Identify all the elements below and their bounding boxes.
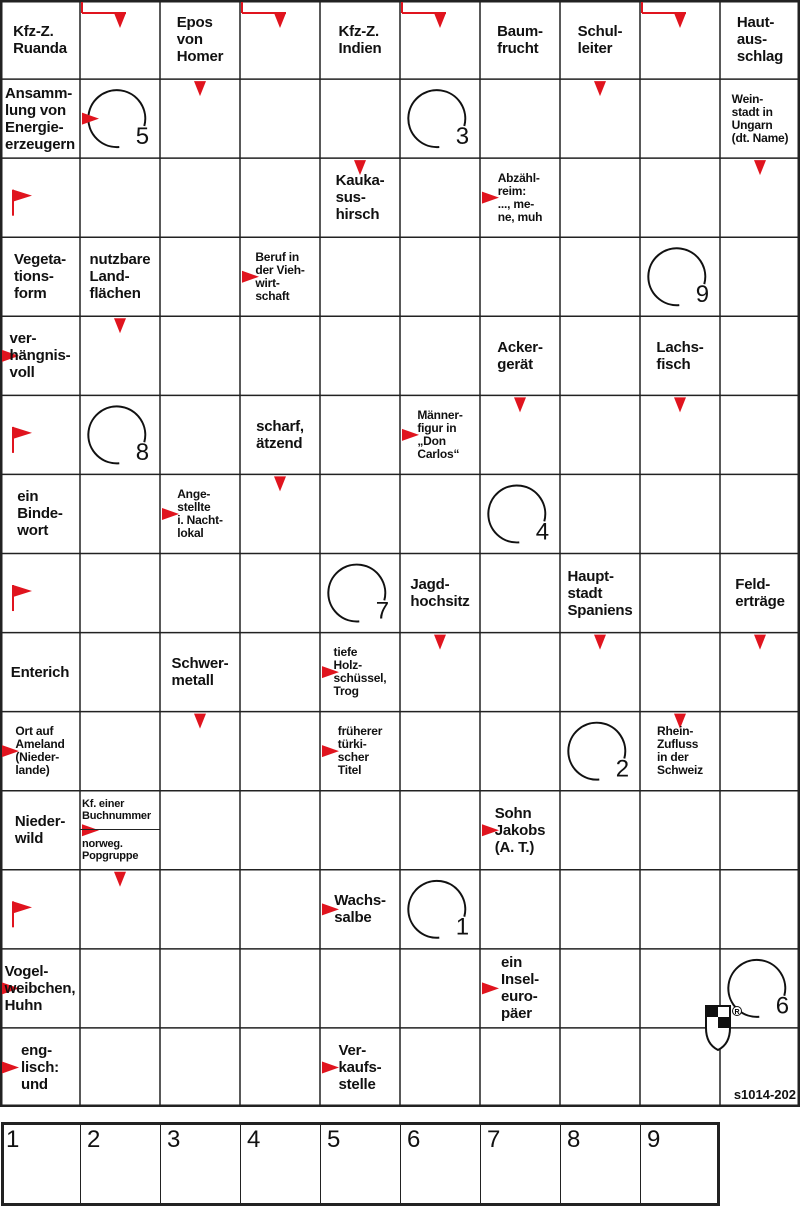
arrow-icon — [114, 13, 126, 28]
solution-number: 5 — [135, 122, 150, 150]
clue-text: scharf, ätzend — [256, 417, 304, 452]
arrow-icon — [82, 113, 99, 125]
arrow-icon — [754, 635, 766, 650]
split-clue-bottom — [80, 830, 160, 870]
clue-text: Feld- erträge — [735, 576, 785, 611]
clue-cell — [80, 237, 160, 316]
clue-cell — [720, 0, 800, 79]
clue-text: Haut- aus- schlag — [736, 14, 784, 66]
arrow-icon — [13, 427, 32, 439]
arrow-icon — [194, 81, 206, 96]
clue-cell — [480, 949, 560, 1028]
clue-cell — [0, 791, 80, 870]
solution-number: 9 — [695, 281, 710, 309]
clue-text: Vogel- weibchen, Huhn — [4, 962, 76, 1014]
clue-cell — [160, 474, 240, 553]
clue-cell — [0, 712, 80, 791]
clue-cell — [480, 316, 560, 395]
solution-circle — [88, 406, 149, 466]
clue-cell — [400, 395, 480, 474]
clue-text: Acker- gerät — [497, 338, 543, 373]
arrow-icon — [594, 81, 606, 96]
arrow-icon — [754, 160, 766, 175]
arrow-icon — [674, 13, 686, 28]
clue-text: Abzähl- reim: ..., me- ne, muh — [497, 170, 543, 224]
solution-cell-number: 9 — [647, 1126, 661, 1153]
clue-text: Kf. einer Buchnummer — [82, 797, 151, 822]
solution-number: 2 — [615, 755, 630, 783]
clue-text: Kfz-Z. Indien — [338, 22, 382, 57]
solution-cell[interactable] — [320, 1122, 400, 1206]
solution-circle — [408, 881, 469, 941]
clue-cell — [480, 158, 560, 237]
clue-cell — [480, 791, 560, 870]
clue-text: Männer- figur in „Don Carlos“ — [417, 407, 463, 461]
clue-text: Wachs- salbe — [334, 892, 386, 927]
solution-number: 1 — [455, 913, 470, 941]
clue-cell — [160, 633, 240, 712]
clue-text: ein Insel- euro- päer — [501, 954, 539, 1023]
clue-text: Ange- stellte i. Nacht- lokal — [177, 486, 223, 540]
solution-number: 3 — [455, 122, 470, 150]
arrow-icon — [114, 318, 126, 333]
clue-text: Jagd- hochsitz — [410, 576, 470, 611]
clue-text: Sohn Jakobs (A. T.) — [494, 804, 546, 856]
solution-number: 6 — [775, 992, 790, 1020]
solution-circle — [568, 723, 629, 783]
clue-text: Ort auf Ameland (Nieder- lande) — [15, 724, 65, 778]
clue-cell — [0, 316, 80, 395]
solution-cell-number: 7 — [487, 1126, 501, 1153]
clue-cell — [720, 554, 800, 633]
solution-cell-number: 4 — [247, 1126, 261, 1153]
clue-text: Kfz-Z. Ruanda — [13, 22, 67, 57]
clue-text: Epos von Homer — [176, 14, 224, 66]
arrow-icon — [674, 397, 686, 412]
solution-cell-number: 3 — [167, 1126, 181, 1153]
clue-cell — [640, 712, 720, 791]
solution-cell-number: 6 — [407, 1126, 421, 1153]
solution-circle — [408, 90, 469, 150]
clue-text: Rhein- Zufluss in der Schweiz — [657, 724, 703, 778]
clue-cell — [720, 79, 800, 158]
clue-text: tiefe Holz- schüssel, Trog — [333, 645, 387, 699]
solution-cell[interactable] — [240, 1122, 320, 1206]
clue-text: Lachs- fisch — [656, 338, 704, 373]
clue-cell — [640, 316, 720, 395]
solution-number: 4 — [535, 518, 550, 546]
publisher-shield-icon — [704, 1002, 746, 1052]
clue-text: ein Binde- wort — [17, 488, 63, 540]
clue-cell — [560, 0, 640, 79]
clue-text: Enterich — [10, 663, 70, 681]
clue-cell — [0, 237, 80, 316]
clue-text: eng- lisch: und — [21, 1041, 59, 1093]
clue-text: Vegeta- tions- form — [14, 251, 66, 303]
clue-text: norweg. Popgruppe — [82, 838, 139, 862]
clue-text: Nieder- wild — [14, 813, 66, 848]
arrow-icon — [434, 13, 446, 28]
solution-cell[interactable] — [400, 1122, 480, 1206]
solution-circle — [88, 90, 149, 150]
clue-cell — [240, 395, 320, 474]
split-clue-cell — [80, 791, 160, 870]
puzzle-code: s1014-202 — [733, 1087, 796, 1102]
clue-cell — [0, 0, 80, 79]
clue-text: Kauka- sus- hirsch — [335, 172, 385, 224]
clue-text: Wein- stadt in Ungarn (dt. Name) — [731, 91, 789, 145]
clue-cell — [320, 158, 400, 237]
arrow-icon — [194, 714, 206, 729]
clue-cell — [0, 949, 80, 1028]
clue-text: nutzbare Land- flächen — [89, 251, 151, 303]
arrow-icon — [594, 635, 606, 650]
arrow-icon — [13, 585, 32, 597]
clue-cell — [560, 554, 640, 633]
solution-cell[interactable] — [160, 1122, 240, 1206]
arrow-icon — [13, 901, 32, 913]
arrow-icon — [514, 397, 526, 412]
clue-cell — [240, 237, 320, 316]
solution-cell-number: 5 — [327, 1126, 341, 1153]
clue-text: Haupt- stadt Spaniens — [567, 567, 633, 619]
clue-cell — [320, 1028, 400, 1107]
clue-cell — [320, 633, 400, 712]
solution-cell-number: 2 — [87, 1126, 101, 1153]
solution-cell[interactable] — [0, 1122, 80, 1206]
solution-number: 8 — [135, 439, 150, 467]
clue-cell — [0, 474, 80, 553]
solution-cell-number: 8 — [567, 1126, 581, 1153]
clue-text: Beruf in der Vieh- wirt- schaft — [255, 249, 305, 303]
arrow-icon — [274, 476, 286, 491]
solution-circle — [328, 565, 389, 625]
solution-cell-number: 1 — [6, 1126, 20, 1153]
clue-cell — [160, 0, 240, 79]
clue-text: Schul- leiter — [577, 22, 623, 57]
clue-cell — [320, 712, 400, 791]
solution-circle — [488, 485, 549, 545]
split-clue-top — [80, 791, 160, 831]
clue-text: Baum- frucht — [497, 22, 543, 57]
arrow-icon — [13, 190, 32, 202]
clue-cell — [0, 633, 80, 712]
clue-cell — [480, 0, 560, 79]
clue-text: Ver- kaufs- stelle — [338, 1041, 382, 1093]
solution-number: 7 — [375, 597, 390, 625]
clue-text: Ansamm- lung von Energie- erzeugern — [5, 84, 75, 153]
solution-circle — [648, 248, 709, 308]
solution-cell[interactable] — [80, 1122, 160, 1206]
svg-text:R: R — [734, 1009, 740, 1016]
arrow-icon — [434, 635, 446, 650]
clue-cell — [400, 554, 480, 633]
arrow-icon — [274, 13, 286, 28]
arrow-icon — [114, 872, 126, 887]
clue-cell — [0, 1028, 80, 1107]
solution-cell[interactable] — [480, 1122, 560, 1206]
clue-cell — [0, 79, 80, 158]
clue-cell — [320, 870, 400, 949]
clue-text: früherer türki- scher Titel — [337, 724, 383, 778]
solution-cell[interactable] — [640, 1122, 720, 1206]
clue-text: Schwer- metall — [171, 655, 229, 690]
solution-cell[interactable] — [560, 1122, 640, 1206]
clue-text: ver- hängnis- voll — [9, 330, 71, 382]
clue-cell — [320, 0, 400, 79]
